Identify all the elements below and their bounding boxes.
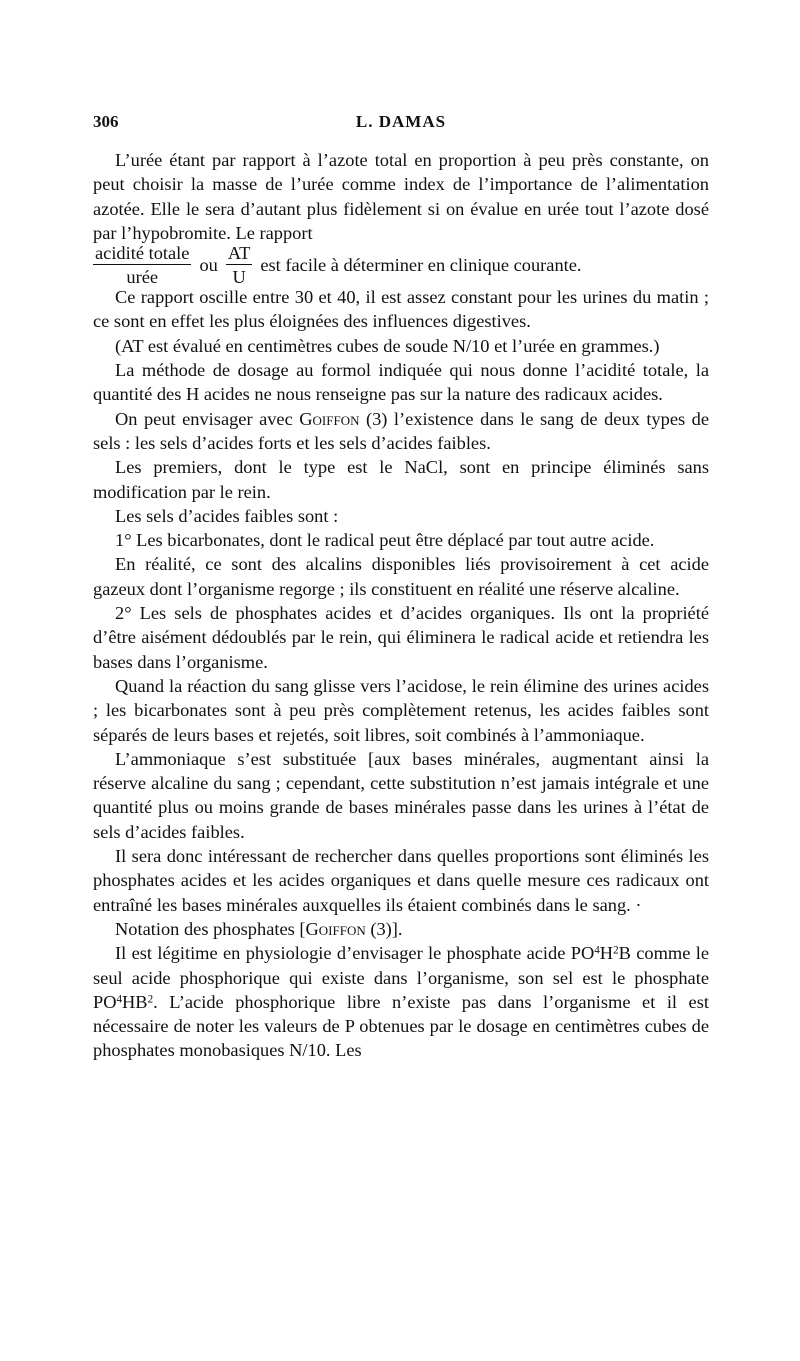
paragraph: 1° Les bicarbonates, dont le radical peut être déplacé par tout autre acide. [115, 530, 655, 551]
paragraph: Il sera donc intéressant de rechercher dans quelles proportions sont éliminés les phosphates acides et les acides organiques et dans quelle mesure ces radicaux ont entraîné les bases minérales auxquelles ils étaient combinés dans le sang. · [93, 846, 709, 915]
fraction-acidity-urea [93, 244, 191, 287]
fraction-numerator: acidité totale [93, 244, 191, 265]
fraction-denominator: urée [126, 267, 159, 288]
paragraph: L’urée étant par rapport à l’azote total en proportion à peu près constante, on peut choisir la masse de l’urée comme index de l’importance de l’alimentation azotée. Elle le sera d’autant plus fidèlement si on évalue en urée tout l’azote dosé par l’hypobromite. Le rapport [93, 150, 709, 243]
author-citation: Goiffon [299, 408, 360, 429]
fraction-connector: ou [199, 254, 218, 275]
text-run: (3) l’existence dans le sang de deux types de sels : les sels d’acides forts et les sels d’acides faibles. [93, 408, 709, 453]
text-run: B comme le seul acide phosphorique qui existe dans l’organisme, son sel est le phosphate PO [93, 943, 709, 1012]
paragraph: Les premiers, dont le type est le NaCl, sont en principe éliminés sans modification par le rein. [93, 457, 709, 502]
ratio-formula [93, 242, 709, 288]
ratio-tail-text: est facile à déterminer en clinique courante. [260, 254, 582, 275]
fraction-at-u [226, 244, 252, 287]
paragraph [93, 407, 709, 456]
formula-subscript: 4 [594, 944, 600, 957]
paragraph: (AT est évalué en centimètres cubes de soude N/10 et l’urée en grammes.) [115, 335, 660, 356]
author-citation: Goiffon [305, 918, 366, 939]
text-run: Il est légitime en physiologie d’envisager le phosphate acide PO [115, 943, 595, 964]
fraction-denominator: U [232, 267, 246, 288]
paragraph [93, 917, 709, 941]
fraction-numerator: AT [226, 244, 252, 265]
running-title: L. DAMAS [355, 112, 447, 131]
text-run: On peut envisager avec [115, 408, 300, 429]
paragraph [93, 941, 709, 1062]
paragraph: En réalité, ce sont des alcalins disponibles liés provisoirement à cet acide gazeux dont l’organisme regorge ; ils constituent en réalité une réserve alcaline. [93, 554, 709, 599]
formula-subscript: 2 [147, 993, 154, 1006]
text-run: . L’acide phosphorique libre n’existe pas dans l’organisme et il est nécessaire de noter les valeurs de P obtenues par le dosage en centimètres cubes de phosphates monobasiques N/10. Les [93, 991, 709, 1061]
page-header [93, 112, 709, 138]
paragraph: L’ammoniaque s’est substituée [aux bases minérales, augmentant ainsi la réserve alcaline du sang ; cependant, cette substitution n’est jamais intégrale et une quantité plus ou moins grande de bases minérales passe dans les urines à l’état de sels d’acides faibles. [93, 748, 709, 842]
formula-subscript: 4 [116, 993, 123, 1006]
page-number: 306 [93, 112, 119, 131]
formula-subscript: 2 [613, 944, 619, 957]
paragraph: Ce rapport oscille entre 30 et 40, il est assez constant pour les urines du matin ; ce sont en effet les plus éloignées des influences digestives. [93, 287, 709, 332]
paragraph: Quand la réaction du sang glisse vers l’acidose, le rein élimine des urines acides ; les bicarbonates sont à peu près complètement retenus, les acides faibles sont séparés de leurs bases et rejetés, soit libres, soit combinés à l’ammoniaque. [93, 675, 709, 745]
page-body [93, 148, 709, 1063]
text-run: Notation des phosphates [ [115, 918, 306, 939]
paragraph: La méthode de dosage au formol indiquée qui nous donne l’acidité totale, la quantité des H acides ne nous renseigne pas sur la nature des radicaux acides. [93, 360, 709, 405]
text-run: H [599, 943, 614, 964]
text-run: HB [122, 991, 148, 1012]
paragraph: Les sels d’acides faibles sont : [115, 505, 339, 526]
text-run: (3)]. [365, 918, 403, 939]
paragraph: 2° Les sels de phosphates acides et d’acides organiques. Ils ont la propriété d’être aisément dédoublés par le rein, qui éliminera le radical acide et retiendra les bases dans l’organisme. [93, 603, 709, 672]
